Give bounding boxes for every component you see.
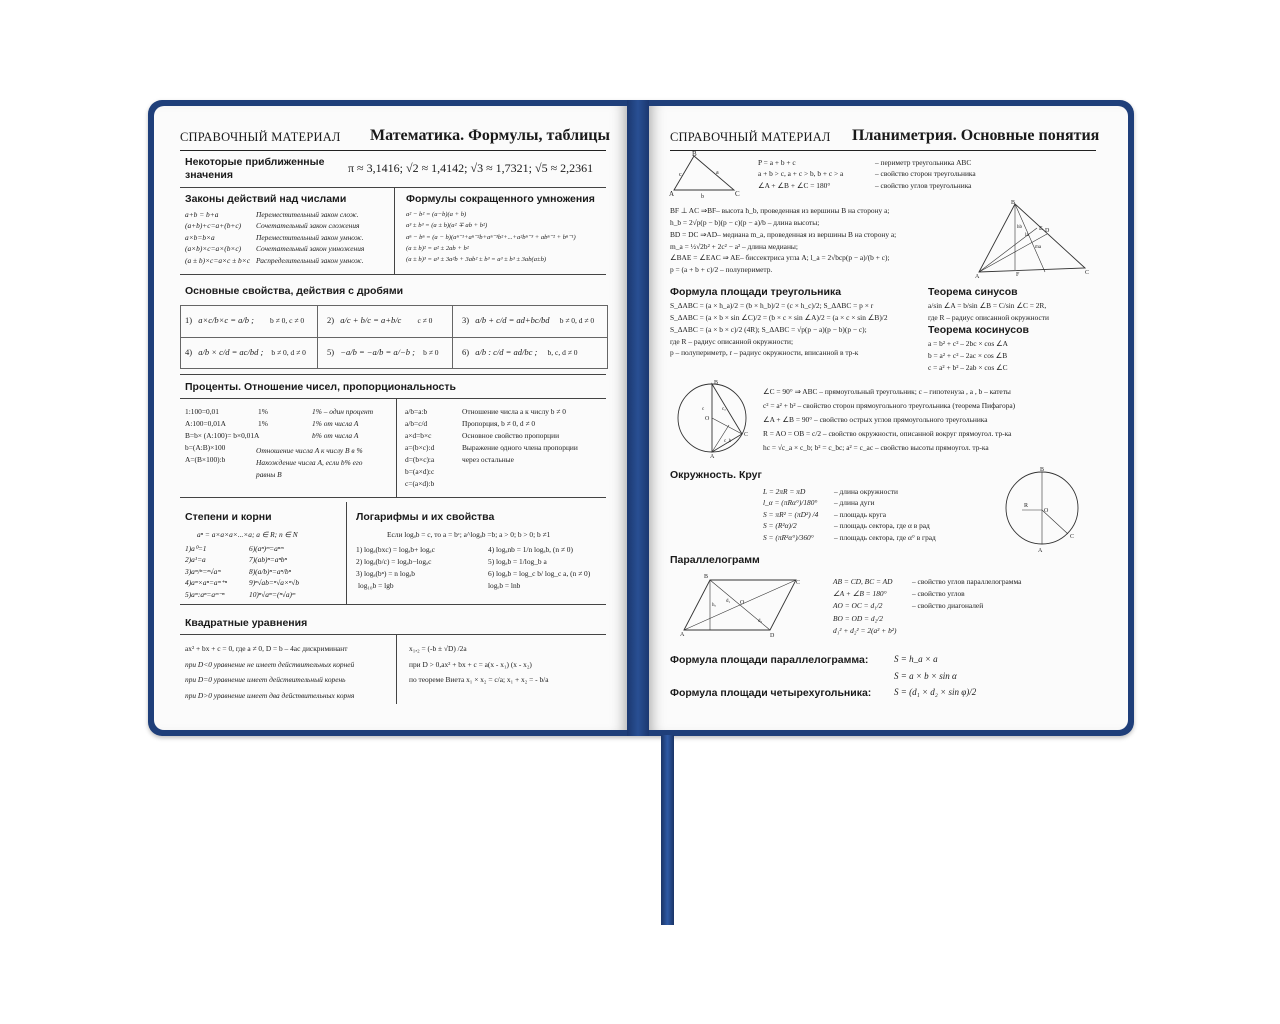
triangle-line: BD = DC ⇒AD– медиана m_a, проведенная из вершины B на сторону a; — [670, 229, 897, 239]
fractions-title: Основные свойства, действия с дробями — [185, 285, 404, 297]
percent-a: A=(B×100):b — [185, 454, 226, 464]
triangle-heights-diagram — [975, 198, 1093, 278]
parallelogram-descriptions — [912, 576, 1021, 613]
sines-rows — [928, 300, 1049, 324]
percent-c: равны B — [256, 469, 282, 479]
parallelogram-title: Параллелограмм — [670, 554, 760, 566]
laws-row: a+b = b+a — [185, 210, 219, 219]
svg-text:E: E — [1039, 226, 1043, 232]
svg-text:A: A — [680, 632, 685, 638]
sines-row: где R – радиус описанной окружности — [928, 312, 1049, 322]
short-mult-row: a³ ± b³ = (a ± b)(a² ∓ ab + b²) — [406, 222, 488, 230]
divider — [670, 150, 1096, 151]
right-triangle-row: ∠A + ∠B = 90° – свойство острых углов прямоугольного треугольника — [763, 414, 988, 424]
powers-a: 2)a¹=a — [185, 555, 206, 565]
powers-col-a — [185, 543, 227, 600]
notebook-spine — [627, 100, 649, 736]
parallelogram-f: AO = OC = d₁/2 — [833, 601, 883, 611]
proportion-c: Пропорция, b ≠ 0, d ≠ 0 — [462, 418, 536, 428]
laws-row: (a×b)×c=a×(b×c) — [185, 244, 242, 254]
triangle-basic-f: P = a + b + c — [758, 158, 796, 167]
triangle-line: h_b = 2√p(p − b)(p − c)(p − a)/b – длина высоты; — [670, 217, 820, 227]
laws-row: (a ± b)×c=a×c ± b×c — [185, 255, 250, 265]
circle-title: Окружность. Круг — [670, 469, 762, 481]
svg-text:F: F — [1016, 272, 1020, 278]
svg-text:d₂: d₂ — [758, 619, 763, 624]
proportion-a: a=(b×c):d — [405, 442, 435, 452]
proportion-a: a/b=a:b — [405, 407, 428, 416]
logs-a: 1) logₐ(bxc) = logₐb+ logₐc — [356, 545, 435, 554]
par-area-f1: S = h_a × a — [894, 654, 938, 664]
short-mult-row: aⁿ − bⁿ = (a − b)(aⁿ⁻¹+aⁿ⁻²b+aⁿ⁻³b²+...+a²bⁿ⁻³ + abⁿ⁻² + bⁿ⁻¹) — [406, 233, 576, 241]
logs-def: Если logₐb = c, то a = bᶜ; a^logₐb =b; a > 0; b > 0; b ≠1 — [387, 530, 551, 539]
laws-formulas — [185, 209, 250, 266]
divider — [396, 634, 397, 704]
svg-text:A: A — [710, 454, 715, 460]
logs-b: 5) logₐb = 1/log_b a — [488, 556, 547, 566]
percent-col-c — [312, 406, 373, 442]
divider — [180, 337, 607, 338]
triangle-basic-f: a + b > c, a + c > b, b + c > a — [758, 169, 844, 179]
area-rows — [670, 300, 888, 359]
quadratic-left — [185, 641, 354, 703]
percent-c: 1% от числа A — [312, 418, 359, 428]
fraction-num: 3) — [462, 315, 470, 325]
powers-b: 8)(a/b)ⁿ=aⁿ/bⁿ — [249, 566, 291, 576]
percent-title: Проценты. Отношение чисел, пропорциональность — [185, 381, 456, 393]
parallelogram-f: AB = CD, BC = AD — [833, 577, 893, 586]
divider — [180, 604, 606, 605]
proportion-c: Выражение одного члена пропорции — [462, 442, 578, 452]
divider — [180, 274, 606, 275]
cosines-title: Теорема косинусов — [928, 324, 1029, 336]
svg-text:la: la — [1025, 233, 1029, 238]
cosines-row: b = a² + c² – 2ac × cos ∠B — [928, 350, 1008, 360]
fraction-cond: b ≠ 0, d ≠ 0 — [559, 316, 595, 325]
triangle-basic-d: – периметр треугольника ABC — [875, 158, 972, 167]
approx-values: π ≈ 3,1416; √2 ≈ 1,4142; √3 ≈ 1,7321; √5 ≈ 2,2361 — [348, 161, 594, 175]
triangle-basic-descriptions — [875, 157, 976, 191]
proportion-c: Основное свойство пропорции — [462, 430, 560, 440]
percent-col-c2 — [256, 445, 363, 481]
circle-f: S = (πR²α°)/360° — [763, 532, 814, 542]
circle-f: L = 2πR = πD — [763, 487, 806, 496]
svg-text:C: C — [735, 190, 740, 198]
short-mult-title: Формулы сокращенного умножения — [406, 193, 595, 205]
svg-text:c: c — [702, 407, 705, 412]
fraction-expr: a/b × c/d = ac/bd ; — [198, 347, 264, 357]
divider — [396, 398, 397, 497]
powers-a: 3)aᵐ/ⁿ=ⁿ√aᵐ — [185, 566, 221, 576]
svg-text:O: O — [705, 416, 710, 422]
quadratic-title: Квадратные уравнения — [185, 617, 308, 629]
right-triangle-rows — [763, 385, 1015, 455]
percent-a: A:100=0,01A — [185, 418, 226, 428]
cosines-row: c = a² + b² – 2ab × cos ∠C — [928, 362, 1008, 372]
fraction-num: 1) — [185, 315, 193, 325]
circle-f: S = (R²α)/2 — [763, 521, 797, 531]
divider — [452, 305, 453, 368]
triangle-line: m_a = ½√2b² + 2c² − a² – длина медианы; — [670, 241, 798, 251]
laws-desc: Распределительный закон умнож. — [256, 255, 364, 265]
fraction-cell-5 — [327, 347, 438, 357]
right-triangle-row: R = AO = OB = c/2 – свойство окружности, описанной вокруг прямоугол. тр-ка — [763, 428, 1012, 438]
fraction-cond: b, c, d ≠ 0 — [547, 348, 578, 357]
laws-row: a×b=b×a — [185, 232, 215, 242]
fraction-expr: a/c + b/c = a+b/c — [340, 315, 402, 325]
svg-text:A: A — [669, 190, 675, 198]
right-triangle-row: c² = a² + b² – свойство сторон прямоугольного треугольника (теорема Пифагора) — [763, 400, 1016, 410]
svg-text:B: B — [692, 150, 697, 158]
triangle-basic-d: – свойство углов треугольника — [875, 180, 972, 190]
divider — [180, 150, 606, 151]
percent-c: b% от числа A — [312, 430, 359, 440]
svg-text:hb: hb — [1017, 225, 1022, 230]
laws-desc: Переместительный закон умнож. — [256, 232, 364, 242]
svg-text:C: C — [1085, 270, 1090, 276]
quadratic-left-row: при D>0 уравнение имеет два действительных корня — [185, 690, 355, 700]
svg-text:a: a — [716, 170, 719, 176]
fraction-cell-1 — [185, 315, 304, 325]
svg-text:ma: ma — [1035, 245, 1042, 250]
svg-text:D: D — [1045, 228, 1050, 234]
laws-title: Законы действий над числами — [185, 193, 347, 205]
svg-text:B: B — [714, 380, 719, 386]
fraction-expr: a×c/b×c = a/b ; — [198, 315, 254, 325]
logs-a: 3) logₐ(bⁿ) = n logₐb — [356, 568, 415, 578]
sines-row: a/sin ∠A = b/sin ∠B = C/sin ∠C = 2R, — [928, 301, 1047, 310]
divider — [180, 187, 606, 188]
logs-b: logₑb = lnb — [488, 580, 521, 590]
circle-d: – площадь сектора, где α в рад — [834, 521, 930, 531]
approx-label-1: Некоторые приближенные — [185, 156, 325, 168]
short-mult-formulas — [406, 209, 576, 266]
logs-col-b — [488, 544, 590, 592]
powers-b: 10)ⁿ√aᵐ=(ⁿ√a)ᵐ — [249, 589, 296, 599]
approx-label-2: значения — [185, 169, 233, 181]
divider — [180, 374, 606, 375]
powers-a: 1)a⁰=1 — [185, 544, 207, 553]
divider — [317, 305, 318, 368]
divider — [180, 634, 606, 635]
svg-text:C: C — [1070, 534, 1075, 540]
powers-a: 4)aᵐ×aⁿ=aᵐ⁺ⁿ — [185, 578, 227, 588]
svg-text:B: B — [1011, 200, 1016, 206]
svg-text:R: R — [1024, 503, 1029, 509]
triangle-line: BF ⊥ AC ⇒BF– высота h_b, проведенная из вершины B на сторону a; — [670, 206, 890, 215]
divider — [180, 497, 606, 498]
proportion-a: c=(a×d):b — [405, 478, 435, 488]
area-row: где R – радиус описанной окружности; — [670, 336, 793, 346]
powers-b: 7)(ab)ⁿ=aⁿbⁿ — [249, 555, 287, 565]
fraction-num: 4) — [185, 347, 193, 357]
right-triangle-row: ∠C = 90° ⇒ ABC – прямоугольный треугольник; c – гипотенуза , a , b – катеты — [763, 387, 1011, 396]
parallelogram-formulas — [833, 576, 896, 637]
laws-descriptions — [256, 209, 364, 266]
svg-text:d₁: d₁ — [726, 599, 731, 604]
parallelogram-d: – свойство углов параллелограмма — [912, 577, 1022, 586]
powers-def: aⁿ = a×a×a×...×a; a ∈ R; n ∈ N — [197, 530, 298, 539]
svg-text:B: B — [1040, 467, 1045, 473]
proportion-c: через остальные — [462, 454, 514, 464]
fraction-expr: −a/b = −a/b = a/−b ; — [340, 347, 415, 357]
proportion-col-c — [462, 406, 578, 466]
short-mult-row: (a ± b)³ = a³ ± 3a²b + 3ab² ± b³ = a³ ± b³ ± 3ab(a±b) — [406, 256, 547, 264]
laws-desc: Сочетательный закон умножения — [256, 244, 365, 254]
svg-text:c_b: c_b — [724, 439, 732, 444]
fraction-cond: b ≠ 0, d ≠ 0 — [271, 348, 306, 357]
triangle-lines — [670, 205, 896, 276]
laws-desc: Переместительный закон слож. — [256, 210, 359, 219]
circle-d: – длина окружности — [834, 487, 898, 496]
fraction-cond: b ≠ 0, c ≠ 0 — [270, 316, 305, 325]
right-header-small: СПРАВОЧНЫЙ МАТЕРИАЛ — [670, 130, 831, 144]
short-mult-row: (a ± b)² = a² ± 2ab + b² — [406, 244, 469, 252]
triangle-basic-d: – свойство сторон треугольника — [875, 169, 976, 179]
svg-text:A: A — [1038, 548, 1043, 554]
par-area-title: Формула площади параллелограмма: — [670, 654, 869, 666]
percent-col-b — [258, 406, 268, 430]
right-header-title: Планиметрия. Основные понятия — [852, 127, 1100, 144]
proportion-a: a×d=b×c — [405, 430, 432, 440]
proportion-a: a/b=c/d — [405, 418, 428, 428]
svg-text:cₐ: cₐ — [722, 407, 726, 412]
parallelogram-diagram — [678, 570, 802, 640]
left-header-title: Математика. Формулы, таблицы — [370, 127, 611, 144]
inscribed-right-triangle-diagram — [674, 378, 754, 458]
svg-text:c: c — [679, 172, 682, 178]
circle-d: – площадь круга — [834, 509, 887, 519]
percent-a: B=b× (A:100)= b×0,01A — [185, 430, 260, 440]
svg-text:D: D — [770, 633, 775, 639]
percent-c: 1% – один процент — [312, 407, 374, 416]
logs-a: log₁₀b = lgb — [358, 580, 394, 590]
divider — [346, 502, 347, 604]
parallelogram-d: – свойство углов — [912, 589, 965, 599]
parallelogram-d: – свойство диагоналей — [912, 601, 984, 611]
logs-col-a — [356, 544, 435, 592]
proportion-a: d=(b×c):a — [405, 454, 435, 464]
quadratic-right-row: x₁,₂ = (-b ± √D) /2a — [409, 644, 467, 653]
powers-title: Степени и корни — [185, 511, 272, 523]
fraction-expr: a/b + c/d = ad+bc/bd — [475, 315, 550, 325]
proportion-col-a — [405, 406, 434, 490]
quad-area-title: Формула площади четырехугольника: — [670, 687, 872, 699]
laws-desc: Сочетательный закон сложения — [256, 221, 360, 231]
quadratic-left-row: при D=0 уравнение имеет действительный корень — [185, 675, 346, 685]
svg-text:b: b — [701, 194, 704, 200]
circle-f: S = πR² = (πD²) /4 — [763, 509, 819, 519]
percent-b: 1% — [258, 418, 268, 428]
right-triangle-row: hc = √c_a × c_b; b² = c_bc; a² = c_ac – свойство высоты прямоугол. тр-ка — [763, 442, 989, 452]
proportion-a: b=(a×d):c — [405, 466, 435, 476]
sines-title: Теорема синусов — [928, 286, 1018, 298]
area-row: p – полупериметр, r – радиус окружности, вписанной в тр-к — [670, 348, 859, 358]
quadratic-right-row: по теореме Виета x₁ × x₂ = c/a; x₁ + x₂ = - b/a — [409, 675, 549, 685]
logs-b: 4) logₐnb = 1/n logₐb, (n ≠ 0) — [488, 545, 573, 554]
svg-text:O: O — [1044, 508, 1049, 514]
divider — [394, 188, 395, 274]
parallelogram-f: d₁² + d₂² = 2(a² + b²) — [833, 625, 897, 635]
fraction-num: 5) — [327, 347, 335, 357]
quadratic-left-row: ax² + bx + c = 0, где a ≠ 0, D = b – 4ac дискриминант — [185, 644, 348, 653]
divider — [180, 398, 606, 399]
short-mult-row: a² − b² = (a−b)(a + b) — [406, 211, 467, 218]
circle-diagram — [1000, 466, 1084, 552]
fraction-cell-6 — [462, 347, 577, 357]
triangle-basic-formulas — [758, 157, 843, 191]
proportion-c: Отношение числа a к числу b ≠ 0 — [462, 407, 566, 416]
percent-c: Отношение числа A к числу B в % — [256, 446, 363, 455]
ribbon-bookmark — [661, 735, 674, 925]
cosines-row: a = b² + c² – 2bc × cos ∠A — [928, 339, 1009, 348]
percent-b: 1% — [258, 407, 268, 416]
fraction-cell-3 — [462, 315, 594, 325]
circle-d: – площадь сектора, где α° в град — [834, 532, 936, 542]
triangle-basic-f: ∠A + ∠B + ∠C = 180° — [758, 180, 831, 190]
area-row: S_ΔABC = (a × h_a)/2 = (b × h_b)/2 = (c × h_c)/2; S_ΔABC = p × r — [670, 301, 874, 310]
percent-col-a — [185, 406, 259, 466]
cosines-rows — [928, 338, 1008, 374]
parallelogram-f: ∠A + ∠B = 180° — [833, 589, 887, 599]
circle-d: – длина дуги — [834, 498, 875, 508]
fraction-cell-4 — [185, 347, 306, 357]
triangle-abc-diagram — [668, 152, 748, 198]
logs-title: Логарифмы и их свойства — [356, 511, 495, 523]
svg-text:B: B — [704, 574, 709, 580]
triangle-line: p = (a + b + c)/2 – полупериметр. — [670, 265, 773, 275]
powers-b: 6)(aⁿ)ᵐ=aⁿᵐ — [249, 544, 284, 553]
powers-col-b — [249, 543, 299, 600]
fraction-cond: c ≠ 0 — [417, 316, 433, 325]
area-row: S_ΔABC = (a × b × sin ∠C)/2 = (b × c × sin ∠A)/2 = (a × c × sin ∠B)/2 — [670, 312, 888, 322]
circle-formulas — [763, 486, 818, 543]
svg-text:A: A — [975, 274, 980, 280]
svg-text:hₐ: hₐ — [712, 603, 716, 608]
svg-text:C: C — [744, 432, 749, 438]
area-row: S_ΔABC = (a × b × c)/2 (4R); S_ΔABC = √p(p − a)(p − b)(p − c); — [670, 324, 867, 334]
percent-a: 1:100=0,01 — [185, 407, 219, 416]
powers-a: 5)aᵐ:aⁿ=aᵐ⁻ⁿ — [185, 589, 225, 599]
triangle-line: ∠BAE = ∠EAC ⇒ AE– биссектриса угла A; l_a = 2√bcp(p − a)/(b + c); — [670, 253, 890, 263]
fraction-expr: a/b : c/d = ad/bc ; — [475, 347, 538, 357]
circle-f: l_α = (πRα°)/180° — [763, 498, 818, 508]
logs-b: 6) logₐb = log_c b/ log_c a, (n ≠ 0) — [488, 568, 591, 578]
quad-area-f: S = (d₁ × d₂ × sin φ)/2 — [894, 687, 977, 697]
fraction-cond: b ≠ 0 — [423, 348, 439, 357]
powers-b: 9)ⁿ√ab=ⁿ√a×ⁿ√b — [249, 578, 300, 588]
left-header-small: СПРАВОЧНЫЙ МАТЕРИАЛ — [180, 130, 341, 144]
par-area-f2: S = a × b × sin α — [894, 671, 957, 681]
svg-text:O: O — [740, 600, 745, 606]
area-title: Формула площади треугольника — [670, 286, 842, 298]
svg-text:C: C — [796, 580, 801, 586]
percent-c: Нахождение числа A, если b% его — [256, 457, 363, 467]
parallelogram-f: BO = OD = d₂/2 — [833, 613, 883, 623]
laws-row: (a+b)+c=a+(b+c) — [185, 221, 242, 231]
fraction-num: 6) — [462, 347, 470, 357]
fraction-num: 2) — [327, 315, 335, 325]
circle-descriptions — [834, 486, 936, 543]
quadratic-right — [409, 641, 549, 688]
quadratic-left-row: при D<0 уравнение не имеет действительных корней — [185, 659, 355, 669]
percent-a: b=(A:B)×100 — [185, 442, 226, 452]
fraction-cell-2 — [327, 315, 432, 325]
logs-a: 2) logₐ(b/c) = logₐb−logₐc — [356, 556, 432, 566]
quadratic-right-row: при D > 0,ax² + bx + c = a(x - x₁) (x - x₂) — [409, 659, 532, 669]
